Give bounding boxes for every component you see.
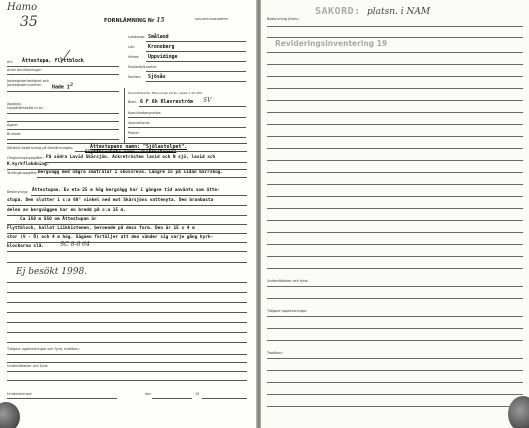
beskrivning-line-6: stor (V - Ö) och 4 m hög. Sägnen förtäljer att den vänder sig varje gång kyrk- <box>7 235 214 240</box>
koordinat-label: Koordinatangivelse: <box>128 111 162 115</box>
oversikt-label: Översiktskarta: Ekonomisk karta i skala 1:10 000, <box>128 91 203 95</box>
right-tidigare-label: Tidigare uppteckningar: <box>267 309 308 313</box>
beskrivning-line-1: Ättestupan. Ev eta 25 m hög bergvägg har i gängse tid använts som ätte- <box>32 188 220 193</box>
harad-label: Härad: <box>128 55 140 59</box>
landskap-value: Småland <box>148 34 169 40</box>
planer-label: Planer: <box>128 131 140 135</box>
art-label: Art: <box>7 60 14 64</box>
revidering-stamp: Revideringsinventering 19 <box>275 39 388 48</box>
agoslag-label: Ägoslag, Upprättelsesätt m.m.: <box>7 102 45 110</box>
right-tradition-label: Tradition: <box>267 351 283 355</box>
sarskild-label: Särskild beskrivning på fornlämningen: <box>7 146 74 150</box>
sign-year: 19 <box>195 392 200 396</box>
art-value: Ättestupa, flyttblock <box>22 58 84 64</box>
flyttblockets-namn: Flyttblockets namn: "Lihkkstenen" <box>85 150 177 155</box>
sakord-hand: platsn. i NAM <box>367 7 431 17</box>
beskrivning-line-3: delen av bergväggen har en bredd på c:a 15 m. <box>7 208 126 213</box>
brukare-label: Brukare: <box>7 132 22 136</box>
beskrivning-line-4: Ca 150 m SSO om Ättestupan är <box>20 217 97 222</box>
blad-value: 6 F 6h Klavreström <box>140 99 193 105</box>
blad-hand: SV <box>203 97 212 104</box>
beskrivning-hand-end: SC 8-6 64 <box>60 241 90 248</box>
beskrivning-line-5: Flyttblock, kallat Liikkistenen, beroende på dess form. Den är 15 x 4 m <box>7 226 195 231</box>
handwritten-note: Ej besökt 1998. <box>16 267 88 277</box>
handwritten-number: 35 <box>20 14 38 30</box>
terrang-label: Terrängsuppgifter: <box>7 171 39 175</box>
form-title: FORNLÄMNING Nr 15 <box>104 17 165 24</box>
socken-value: Sjösås <box>148 74 166 80</box>
harad-value: Uppvidinge <box>148 54 178 60</box>
landskap-label: Landskap: <box>128 35 146 39</box>
jordregister-label: Jordregisterfastighet och jordregisternummer: <box>7 79 49 87</box>
specialkarta-label: Specialkarta: <box>128 121 151 125</box>
sign-left-label: Undertecknad: <box>7 392 33 396</box>
underrattelser-label: Underrättelser och fynd: <box>7 364 49 368</box>
stadsdel-label: Stadsdel/kvarter: <box>128 65 158 69</box>
left-page <box>0 0 257 428</box>
beskrivning-label: Beskrivning: <box>7 190 29 194</box>
lan-value: Kronoberg <box>148 44 175 50</box>
sign-den-label: den <box>145 392 152 396</box>
handwritten-top: Hamo <box>7 2 38 13</box>
blad-label: Blad: <box>128 100 137 104</box>
omgivning-line-2: K.kyrkflokdning. <box>7 162 50 167</box>
thumb-bottom-right <box>508 396 529 428</box>
omgivning-line-1: På södra Lavid Skärsjön. Ackretrösten lavid och N sjö, lavid sch <box>46 155 216 160</box>
right-underrattelser-label: Underrättelser och fynd: <box>267 279 309 283</box>
jordregister-value: Hade $1^2$ <box>52 82 74 91</box>
beskrivning-line-2: stupa. Den slutter i c:a 60° vinkel ned mot Skärsjöns vattenyta. Den branbasta <box>7 198 214 203</box>
checkmark-mark <box>58 48 72 62</box>
attestupans-namn: Ättestupans namn: "Sjölastolpet". <box>90 144 188 150</box>
agare-label: Ägare: <box>7 123 19 127</box>
antal-label: Antal fornlämningar: <box>7 68 42 72</box>
tidigare-label: Tidigare uppteckningar och fynd, tradition: <box>7 347 80 351</box>
socken-label: Socken: <box>128 75 142 79</box>
right-beskrivning-label: Beskrivning (forts.) <box>267 17 300 21</box>
sakord-stamp: SAKORD: <box>315 6 361 17</box>
lan-label: Län: <box>128 45 136 49</box>
terrang-value: Bergvägg med några smaträlar i skovsreva. Längre in på sidan barrskog. <box>38 170 224 175</box>
omgivning-label: Omgivningsuppgifter: <box>7 156 44 160</box>
top-right-code: RIKSANTIKVARIEÄMBETET <box>195 18 229 21</box>
beskrivning-line-7: klockorna slå. <box>7 244 45 249</box>
